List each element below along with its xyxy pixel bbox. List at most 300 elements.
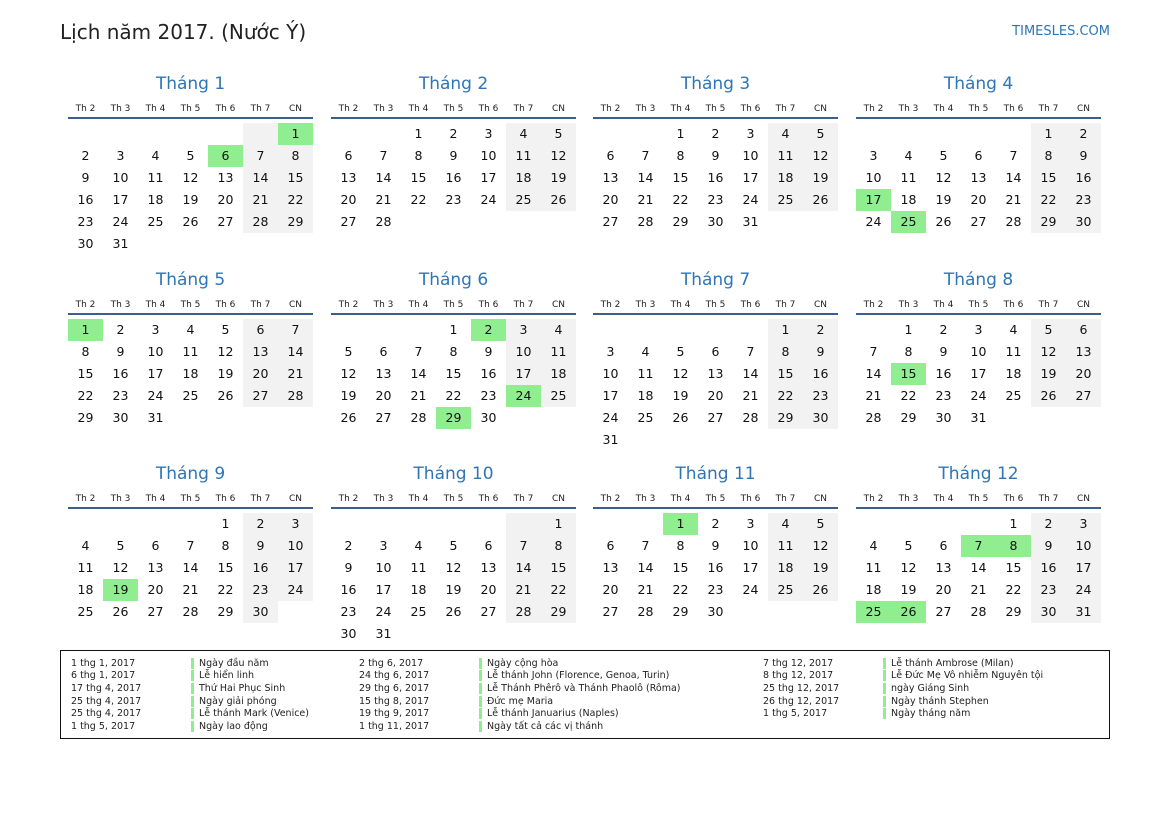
day-cell: 28: [637, 214, 654, 229]
week-row: [68, 385, 313, 407]
day-cell: 23: [707, 582, 724, 597]
day-cell: 16: [803, 363, 838, 385]
day-cell: 24: [278, 579, 313, 601]
day-cell: 16: [445, 170, 462, 185]
weekday-label: Th 7: [513, 104, 534, 114]
day-cell: 15: [768, 363, 803, 385]
day-cell: 17: [602, 388, 619, 403]
day-cell: 20: [935, 582, 952, 597]
weekday-label: Th 3: [373, 104, 394, 114]
day-cell: 17: [1066, 557, 1101, 579]
day-cell: 22: [768, 385, 803, 407]
day-cell: 20: [480, 582, 497, 597]
day-cell: 26: [445, 604, 462, 619]
week-row: [68, 407, 313, 429]
day-cell: 21: [182, 582, 199, 597]
holiday-legend: [60, 650, 1110, 739]
day-cell: 26: [112, 604, 129, 619]
weekday-label: Th 5: [443, 300, 464, 310]
day-cell: 5: [186, 148, 195, 163]
day-cell: 25: [506, 189, 541, 211]
day-cell: 21: [970, 582, 987, 597]
day-cell: 5: [541, 123, 576, 145]
day-cell: 11: [506, 145, 541, 167]
legend-item: [359, 707, 681, 720]
day-cell: 24: [742, 192, 759, 207]
legend-name: Lễ thánh Mark (Venice): [199, 708, 309, 720]
week-row: [593, 341, 838, 363]
day-cell: 21: [637, 192, 654, 207]
day-cell: 10: [112, 170, 129, 185]
day-cell: 5: [1031, 319, 1066, 341]
week-row: [856, 123, 1101, 145]
legend-date: 1 thg 11, 2017: [359, 720, 430, 732]
day-cell: 9: [116, 344, 125, 359]
day-cell: 5: [449, 538, 458, 553]
day-cell-empty: [401, 623, 436, 645]
day-cell: 20: [147, 582, 164, 597]
day-cell-empty: [173, 407, 208, 429]
day-cell: 10: [147, 344, 164, 359]
legend-item: [359, 695, 681, 708]
legend-name: Lễ thánh John (Florence, Genoa, Turin): [487, 670, 670, 682]
day-cell: 19: [900, 582, 917, 597]
day-cell-empty: [208, 123, 243, 145]
day-cell: 27: [243, 385, 278, 407]
day-cell: 20: [602, 192, 619, 207]
day-cell: 25: [182, 388, 199, 403]
day-cell: 10: [970, 344, 987, 359]
day-cell: 11: [147, 170, 164, 185]
day-cell: 17: [856, 189, 891, 211]
day-cell: 3: [116, 148, 125, 163]
day-cell-empty: [103, 123, 138, 145]
day-cell: 14: [637, 560, 654, 575]
day-cell-empty: [506, 407, 541, 429]
day-cell: 29: [672, 214, 689, 229]
day-cell: 17: [147, 366, 164, 381]
weekday-label: Th 5: [968, 104, 989, 114]
month-title: Tháng 4: [943, 74, 1014, 94]
day-cell-empty: [926, 513, 961, 535]
week-row: [593, 167, 838, 189]
day-cell: 7: [641, 538, 650, 553]
day-cell-empty: [996, 407, 1031, 429]
day-cell: 25: [768, 189, 803, 211]
day-cell: 28: [742, 410, 759, 425]
day-cell: 15: [1005, 560, 1022, 575]
day-cell: 5: [116, 538, 125, 553]
week-row: [856, 535, 1101, 557]
weekday-label: Th 5: [705, 494, 726, 504]
day-cell: 3: [606, 344, 615, 359]
legend-item: [71, 657, 309, 670]
day-cell: 31: [602, 432, 619, 447]
day-cell-empty: [471, 513, 506, 535]
day-cell: 5: [803, 123, 838, 145]
month-title: Tháng 8: [943, 270, 1014, 290]
day-cell-empty: [208, 233, 243, 255]
weekday-label: CN: [551, 300, 566, 310]
weekday-label: Th 5: [705, 300, 726, 310]
day-cell-empty: [768, 429, 803, 451]
day-cell: 13: [480, 560, 497, 575]
weekday-label: Th 5: [180, 104, 201, 114]
month-2: [331, 74, 576, 233]
month-3: [593, 74, 838, 233]
holiday-marker: [479, 721, 482, 732]
day-cell: 16: [340, 582, 357, 597]
day-cell: 21: [506, 579, 541, 601]
week-row: [331, 123, 576, 145]
week-row: [856, 579, 1101, 601]
day-cell: 27: [935, 604, 952, 619]
weekday-label: Th 2: [338, 494, 359, 504]
weekday-label: Th 2: [600, 104, 621, 114]
legend-date: 2 thg 6, 2017: [359, 657, 424, 669]
day-cell: 27: [602, 604, 619, 619]
day-cell: 18: [1005, 366, 1022, 381]
day-cell: 4: [768, 513, 803, 535]
day-cell: 29: [77, 410, 94, 425]
weekday-label: CN: [813, 494, 828, 504]
week-row: [331, 407, 576, 429]
day-cell-empty: [138, 513, 173, 535]
weekday-label: CN: [813, 104, 828, 114]
day-cell: 13: [970, 170, 987, 185]
day-cell: 30: [935, 410, 952, 425]
weekday-label: Th 2: [75, 300, 96, 310]
weekday-label: Th 2: [75, 104, 96, 114]
month-title: Tháng 10: [413, 464, 494, 484]
day-cell: 28: [865, 410, 882, 425]
weekday-label: Th 5: [968, 494, 989, 504]
day-cell: 4: [641, 344, 650, 359]
day-cell-empty: [173, 123, 208, 145]
day-cell: 29: [768, 407, 803, 429]
day-cell: 8: [768, 341, 803, 363]
weekday-label: Th 3: [635, 300, 656, 310]
weekday-label: CN: [551, 494, 566, 504]
day-cell: 10: [1066, 535, 1101, 557]
day-cell: 16: [77, 192, 94, 207]
day-cell-empty: [628, 513, 663, 535]
holiday-marker: [191, 708, 194, 719]
day-cell: 20: [707, 388, 724, 403]
day-cell: 4: [506, 123, 541, 145]
weekday-label: Th 4: [933, 104, 954, 114]
month-title: Tháng 6: [418, 270, 489, 290]
month-6: [331, 270, 576, 429]
day-cell: 29: [436, 407, 471, 429]
day-cell: 20: [217, 192, 234, 207]
weekday-label: Th 7: [1038, 300, 1059, 310]
day-cell: 1: [904, 322, 913, 337]
weekday-header: [68, 492, 313, 509]
day-cell: 21: [375, 192, 392, 207]
day-cell: 18: [541, 363, 576, 385]
day-cell: 7: [746, 344, 755, 359]
weekday-label: Th 2: [338, 104, 359, 114]
day-cell: 29: [1005, 604, 1022, 619]
legend-item: [359, 682, 681, 695]
legend-date: 1 thg 5, 2017: [763, 708, 828, 720]
day-cell-empty: [243, 123, 278, 145]
legend-name: ngày Giáng Sinh: [891, 682, 970, 694]
weekday-label: CN: [1076, 300, 1091, 310]
holiday-marker: [479, 658, 482, 669]
weekday-header: [593, 298, 838, 315]
day-cell: 19: [541, 167, 576, 189]
day-cell: 2: [803, 319, 838, 341]
day-cell: 6: [344, 148, 353, 163]
day-cell: 26: [803, 579, 838, 601]
day-cell: 1: [676, 126, 685, 141]
day-cell: 4: [186, 322, 195, 337]
day-cell: 6: [208, 145, 243, 167]
day-cell: 3: [974, 322, 983, 337]
weekday-label: Th 3: [110, 300, 131, 310]
day-cell: 26: [340, 410, 357, 425]
day-cell: 25: [856, 601, 891, 623]
day-cell-empty: [278, 407, 313, 429]
day-cell: 2: [711, 126, 720, 141]
day-cell: 19: [217, 366, 234, 381]
day-cell: 12: [112, 560, 129, 575]
legend-date: 29 thg 6, 2017: [359, 682, 430, 694]
day-cell: 30: [1031, 601, 1066, 623]
week-row: [593, 601, 838, 623]
day-cell: 21: [742, 388, 759, 403]
day-cell-empty: [926, 123, 961, 145]
site-link[interactable]: TIMESLES.COM: [1012, 24, 1110, 39]
week-row: [331, 341, 576, 363]
legend-date: 15 thg 8, 2017: [359, 695, 430, 707]
day-cell: 7: [1009, 148, 1018, 163]
day-cell-empty: [733, 429, 768, 451]
day-cell-empty: [768, 601, 803, 623]
week-row: [68, 145, 313, 167]
day-cell: 19: [340, 388, 357, 403]
day-cell-empty: [698, 429, 733, 451]
weekday-label: Th 5: [180, 300, 201, 310]
day-cell: 12: [935, 170, 952, 185]
month-title: Tháng 9: [155, 464, 226, 484]
legend-item: [359, 720, 681, 733]
day-cell: 23: [803, 385, 838, 407]
day-cell-empty: [891, 513, 926, 535]
holiday-marker: [191, 658, 194, 669]
weekday-label: Th 6: [215, 494, 236, 504]
day-cell: 26: [891, 601, 926, 623]
day-cell: 9: [449, 148, 458, 163]
day-cell: 2: [116, 322, 125, 337]
day-cell: 28: [278, 385, 313, 407]
weekday-label: Th 2: [863, 300, 884, 310]
day-cell: 13: [217, 170, 234, 185]
day-cell: 6: [711, 344, 720, 359]
day-cell: 30: [480, 410, 497, 425]
day-cell: 16: [480, 366, 497, 381]
day-cell: 9: [711, 538, 720, 553]
weekday-label: Th 6: [215, 104, 236, 114]
day-cell: 7: [641, 148, 650, 163]
day-cell-empty: [733, 601, 768, 623]
day-cell-empty: [768, 211, 803, 233]
day-cell: 17: [970, 366, 987, 381]
holiday-marker: [479, 708, 482, 719]
legend-column: [763, 657, 1043, 720]
weekday-label: Th 6: [740, 300, 761, 310]
month-title: Tháng 11: [675, 464, 756, 484]
day-cell: 12: [672, 366, 689, 381]
holiday-marker: [191, 670, 194, 681]
day-cell: 8: [1031, 145, 1066, 167]
day-cell: 20: [1066, 363, 1101, 385]
day-cell-empty: [331, 513, 366, 535]
week-row: [593, 145, 838, 167]
day-cell: 22: [410, 192, 427, 207]
legend-item: [71, 707, 309, 720]
weekday-label: Th 3: [898, 104, 919, 114]
day-cell: 13: [602, 560, 619, 575]
legend-name: Thứ Hai Phục Sinh: [199, 682, 286, 694]
holiday-marker: [191, 721, 194, 732]
day-cell-empty: [366, 123, 401, 145]
month-11: [593, 464, 838, 623]
holiday-marker: [883, 696, 886, 707]
day-cell: 19: [935, 192, 952, 207]
day-cell: 7: [961, 535, 996, 557]
holiday-marker: [883, 683, 886, 694]
weekday-label: Th 4: [408, 494, 429, 504]
weekday-label: Th 5: [180, 494, 201, 504]
day-cell: 1: [414, 126, 423, 141]
day-cell: 15: [77, 366, 94, 381]
day-cell: 17: [278, 557, 313, 579]
day-cell-empty: [401, 319, 436, 341]
day-cell: 11: [77, 560, 94, 575]
weekday-label: Th 7: [250, 300, 271, 310]
day-cell-empty: [173, 233, 208, 255]
day-cell-empty: [103, 513, 138, 535]
day-cell: 12: [1031, 341, 1066, 363]
day-cell: 30: [803, 407, 838, 429]
day-cell: 2: [1031, 513, 1066, 535]
week-row: [856, 341, 1101, 363]
month-10: [331, 464, 576, 645]
day-cell: 22: [672, 582, 689, 597]
legend-item: [763, 682, 1043, 695]
day-cell: 11: [768, 535, 803, 557]
weekday-header: [331, 492, 576, 509]
day-cell-empty: [506, 211, 541, 233]
day-cell: 23: [243, 579, 278, 601]
day-cell-empty: [471, 623, 506, 645]
day-cell: 4: [768, 123, 803, 145]
legend-item: [359, 670, 681, 683]
day-cell-empty: [401, 513, 436, 535]
day-cell-empty: [331, 123, 366, 145]
day-cell: 23: [480, 388, 497, 403]
day-cell: 27: [707, 410, 724, 425]
day-cell: 19: [1031, 363, 1066, 385]
weekday-label: Th 4: [670, 494, 691, 504]
day-cell: 21: [637, 582, 654, 597]
day-cell: 16: [243, 557, 278, 579]
week-row: [331, 363, 576, 385]
week-row: [331, 579, 576, 601]
day-cell: 3: [506, 319, 541, 341]
day-cell-empty: [506, 513, 541, 535]
week-row: [68, 233, 313, 255]
day-cell: 11: [768, 145, 803, 167]
day-cell: 24: [602, 410, 619, 425]
holiday-marker: [191, 696, 194, 707]
day-cell: 23: [1066, 189, 1101, 211]
day-cell: 14: [1005, 170, 1022, 185]
day-cell: 1: [68, 319, 103, 341]
day-cell: 27: [1066, 385, 1101, 407]
day-cell: 22: [1031, 189, 1066, 211]
legend-name: Ngày thánh Stephen: [891, 695, 989, 707]
day-cell-empty: [593, 319, 628, 341]
day-cell: 7: [506, 535, 541, 557]
day-cell: 1: [1031, 123, 1066, 145]
legend-date: 25 thg 12, 2017: [763, 682, 840, 694]
day-cell-empty: [856, 513, 891, 535]
day-cell: 15: [541, 557, 576, 579]
week-row: [68, 211, 313, 233]
holiday-marker: [479, 670, 482, 681]
day-cell: 2: [711, 516, 720, 531]
day-cell: 6: [243, 319, 278, 341]
weekday-label: CN: [288, 104, 303, 114]
month-title: Tháng 5: [155, 270, 226, 290]
weekday-label: Th 6: [478, 104, 499, 114]
day-cell: 5: [803, 513, 838, 535]
legend-date: 1 thg 1, 2017: [71, 657, 136, 669]
day-cell: 11: [637, 366, 654, 381]
day-cell: 27: [340, 214, 357, 229]
day-cell: 14: [375, 170, 392, 185]
day-cell: 3: [1066, 513, 1101, 535]
day-cell-empty: [436, 623, 471, 645]
day-cell: 24: [480, 192, 497, 207]
day-cell: 6: [151, 538, 160, 553]
legend-item: [359, 657, 681, 670]
day-cell: 9: [484, 344, 493, 359]
day-cell: 25: [410, 604, 427, 619]
weekday-label: CN: [813, 300, 828, 310]
month-7: [593, 270, 838, 451]
day-cell: 9: [803, 341, 838, 363]
weekday-header: [856, 298, 1101, 315]
day-cell: 25: [768, 579, 803, 601]
day-cell-empty: [366, 319, 401, 341]
day-cell: 3: [869, 148, 878, 163]
legend-date: 17 thg 4, 2017: [71, 682, 142, 694]
day-cell: 14: [865, 366, 882, 381]
day-cell: 12: [445, 560, 462, 575]
day-cell: 8: [676, 148, 685, 163]
weekday-label: Th 3: [635, 104, 656, 114]
day-cell: 29: [541, 601, 576, 623]
day-cell: 18: [506, 167, 541, 189]
day-cell: 11: [865, 560, 882, 575]
day-cell: 23: [445, 192, 462, 207]
day-cell: 1: [449, 322, 458, 337]
